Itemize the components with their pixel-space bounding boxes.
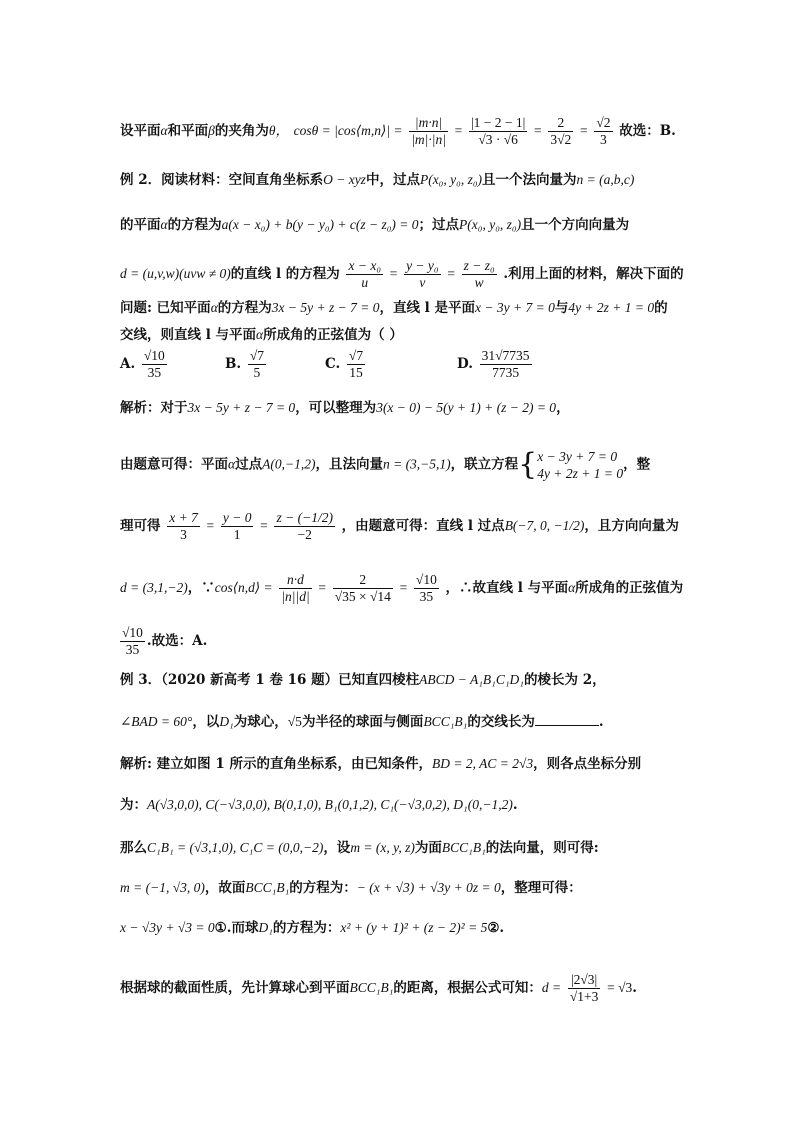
numerator: √7 — [249, 348, 264, 363]
text: ，可以整理为 — [295, 400, 377, 416]
numerator: z − z₀ — [463, 258, 495, 273]
numerator: √10 — [415, 572, 437, 587]
fraction — [409, 115, 448, 148]
answer-blank — [535, 713, 599, 726]
numerator: z − (−1/2) — [276, 510, 333, 525]
text: ，故面 — [204, 880, 246, 896]
answer-options — [120, 348, 620, 388]
denominator: 7735 — [492, 365, 520, 380]
denominator: 5 — [253, 365, 261, 380]
text: .利用上面的材料，解决下面的 — [503, 266, 684, 282]
text: 交线，则直线 l 与平面 — [120, 327, 257, 343]
text: 过点 — [235, 456, 263, 473]
numerator: x + 7 — [169, 510, 198, 525]
math: d = — [541, 980, 562, 995]
text: ，整 — [623, 456, 651, 473]
line-4 — [120, 258, 684, 291]
fraction — [469, 115, 527, 148]
line-5 — [120, 298, 668, 318]
option-label: D. — [457, 356, 473, 372]
numerator: |2√3| — [568, 972, 601, 989]
text: 的方程为： — [272, 920, 341, 936]
fraction — [167, 510, 200, 543]
text: 为球心， — [233, 714, 288, 730]
equals: = — [580, 123, 588, 138]
text: 例 2．阅读材料：空间直角坐标系 — [120, 172, 324, 188]
text: 的方程为： — [289, 880, 357, 896]
math: = √3 — [607, 980, 633, 995]
equals: = — [389, 266, 398, 281]
line-10 — [120, 510, 679, 543]
fraction — [142, 348, 167, 381]
option-label: A. — [120, 356, 136, 372]
text: 的法向量，则可得: — [485, 840, 599, 856]
equation: x − 3y + 7 = 0 — [537, 449, 618, 464]
denominator: 35 — [419, 589, 434, 604]
math: m = (x, y, z) — [350, 840, 415, 855]
fraction — [548, 115, 573, 148]
numerator: |m·n| — [409, 115, 448, 132]
math: cos⟨n,d⟩ = — [214, 580, 273, 595]
text: 设平面 — [120, 123, 161, 139]
text: 的直线 l 的方程为 — [230, 266, 340, 282]
math: θ， — [268, 123, 289, 138]
text: 所成角的正弦值为 — [575, 580, 684, 596]
line-18 — [120, 878, 582, 898]
text: ，∴故直线 l 与平面 — [445, 580, 569, 596]
numerator: 2 — [548, 115, 573, 132]
denominator: 3√2 — [550, 132, 572, 147]
text: 故选：B. — [619, 123, 676, 139]
text: 与 — [554, 300, 569, 316]
math: α — [568, 580, 576, 595]
text: 理可得 — [120, 518, 161, 534]
math: α — [256, 327, 264, 342]
denominator: 15 — [349, 365, 363, 380]
fraction — [480, 348, 532, 381]
line-12 — [120, 625, 207, 658]
numerator: y − y₀ — [406, 258, 439, 273]
text: ②. — [487, 920, 505, 936]
option-d — [457, 348, 534, 381]
fraction — [279, 572, 311, 605]
denominator: |m|·|n| — [411, 132, 446, 147]
fraction — [414, 572, 439, 605]
math: BCC₁B₁ — [245, 880, 290, 895]
text: 且一个方向向量为 — [521, 217, 630, 233]
fraction — [274, 510, 334, 543]
math: a(x − x₀) + b(y − y₀) + c(z − z₀) = 0 — [221, 217, 419, 232]
text: 问题: 已知平面 — [120, 300, 211, 316]
equals: = — [206, 518, 215, 533]
equals: = — [260, 518, 268, 533]
denominator: u — [361, 275, 369, 290]
denominator: √3 · √6 — [478, 132, 518, 147]
text: ， — [556, 400, 570, 416]
math: A(0,−1,2) — [262, 456, 316, 472]
line-15 — [120, 754, 641, 774]
math: B(−7, 0, −1/2) — [504, 518, 585, 533]
denominator: −2 — [297, 527, 312, 542]
fraction — [568, 972, 601, 1005]
text: . — [512, 797, 518, 813]
text: 的距离，根据公式可知： — [393, 980, 542, 996]
math: ABCD − A₁B₁C₁D₁ — [419, 672, 524, 687]
line-16 — [120, 795, 518, 815]
numerator: √10 — [143, 348, 165, 363]
denominator: |n||d| — [281, 589, 310, 604]
math: d = (3,1,−2) — [120, 580, 188, 595]
text: 的交线长为 — [467, 714, 535, 730]
denominator: v — [419, 275, 426, 290]
equals: = — [534, 123, 542, 138]
math: P(x₀, y₀, z₀) — [419, 172, 483, 187]
fraction — [333, 572, 393, 605]
math: √5 — [287, 714, 302, 729]
equation: 4y + 2z + 1 = 0 — [537, 466, 624, 481]
numerator: 2 — [333, 572, 393, 589]
math: 3x − 5y + z − 7 = 0 — [187, 400, 296, 415]
text: 的方程为 — [167, 217, 222, 233]
line-17 — [120, 838, 599, 858]
numerator: √2 — [596, 115, 611, 130]
denominator: 3 — [600, 132, 607, 147]
text: 的棱长为 2， — [524, 672, 606, 688]
fraction — [120, 625, 145, 658]
text: 为面 — [414, 840, 442, 856]
text: 和平面 — [167, 123, 209, 139]
math: α — [160, 217, 168, 232]
math: O − xyz — [323, 172, 366, 187]
denominator: √35 × √14 — [334, 589, 391, 604]
text: ，则各点坐标分别 — [533, 756, 642, 772]
text: 由题意可得：平面 — [120, 456, 228, 473]
math: x² + (y + 1)² + (z − 2)² = 5 — [340, 920, 488, 935]
equals: = — [318, 580, 326, 595]
numerator: |1 − 2 − 1| — [470, 115, 526, 130]
text: ，且方向向量为 — [584, 518, 679, 534]
math: D₁ — [258, 920, 273, 935]
math: 3(x − 0) − 5(y + 1) + (z − 2) = 0 — [376, 400, 557, 415]
line-2 — [120, 170, 634, 190]
text: 为半径的球面与侧面 — [301, 714, 424, 730]
equation-system — [537, 448, 623, 482]
denominator: √1+3 — [569, 989, 599, 1004]
text: 且一个法向量为 — [482, 172, 577, 188]
fraction — [404, 258, 441, 291]
text: 的平面 — [120, 217, 161, 233]
math: m = (−1, √3, 0) — [120, 880, 205, 895]
option-label: C. — [325, 356, 341, 372]
math: C₁B₁ = (√3,1,0), C₁C = (0,0,−2) — [147, 840, 324, 855]
text: 的方程为 — [217, 300, 272, 316]
math: cosθ = |cos⟨m,n⟩| = — [293, 123, 403, 138]
numerator: x − x₀ — [348, 258, 382, 273]
text: ①.而球 — [214, 920, 259, 936]
math: x − √3y + √3 = 0 — [120, 920, 215, 935]
text: 根据球的截面性质，先计算球心到平面 — [120, 980, 350, 996]
text: ，且法向量 — [315, 456, 383, 473]
line-8 — [120, 398, 570, 418]
numerator: n·d — [279, 572, 311, 589]
math: BCC₁B₁ — [441, 840, 486, 855]
numerator: 31√7735 — [481, 348, 530, 363]
line-14 — [120, 712, 604, 732]
math: D₁ — [219, 714, 234, 729]
option-label: B. — [225, 356, 242, 372]
math: BD = 2, AC = 2√3 — [431, 756, 534, 771]
equals: = — [454, 123, 463, 138]
math: BCC₁B₁ — [349, 980, 394, 995]
math: d = (u,v,w)(uvw ≠ 0) — [120, 266, 231, 281]
text: ，由题意可得：直线 l 过点 — [341, 518, 505, 534]
fraction — [594, 115, 612, 148]
line-11 — [120, 572, 683, 605]
math: ∠BAD = 60° — [120, 714, 193, 729]
equals: = — [399, 580, 408, 595]
fraction — [347, 348, 365, 381]
math: BCC₁B₁ — [423, 714, 468, 729]
text: 所成角的正弦值为（ ） — [263, 327, 403, 343]
math: n = (a,b,c) — [576, 172, 635, 187]
text: 那么 — [120, 840, 147, 856]
text: 中，过点 — [365, 172, 420, 188]
denominator: 1 — [233, 527, 241, 542]
text: ，以 — [192, 714, 220, 730]
numerator: √10 — [122, 625, 143, 640]
option-c — [325, 348, 367, 381]
text: ，联立方程 — [450, 456, 519, 473]
math: A(√3,0,0), C(−√3,0,0), B(0,1,0), B₁(0,1,2), C₁(−√3,0,2), D₁(0,−1,2) — [147, 797, 513, 812]
text: 的夹角为 — [214, 123, 269, 139]
text: ；过点 — [418, 217, 460, 233]
fraction — [221, 510, 254, 543]
line-6 — [120, 325, 403, 345]
line-19 — [120, 918, 504, 938]
option-b — [225, 348, 268, 381]
brace: { — [518, 447, 538, 482]
line-1 — [120, 115, 676, 148]
numerator: y − 0 — [222, 510, 252, 525]
line-13 — [120, 670, 606, 690]
line-9 — [120, 448, 650, 482]
math: x − 3y + 7 = 0 — [475, 300, 555, 315]
text: 解析: 建立如图 1 所示的直角坐标系，由已知条件， — [120, 756, 432, 772]
text: 例 3．（2020 新高考 1 卷 16 题）已知直四棱柱 — [120, 672, 420, 688]
math: P(x₀, y₀, z₀) — [459, 217, 522, 232]
option-a — [120, 348, 169, 381]
text: 为： — [120, 797, 147, 813]
math: α — [210, 300, 218, 315]
text: ，直线 l 是平面 — [379, 300, 475, 316]
fraction — [346, 258, 383, 291]
fraction — [248, 348, 266, 381]
fraction — [462, 258, 497, 291]
math: β — [208, 123, 215, 138]
text: 解析：对于 — [120, 400, 188, 416]
text: ，设 — [323, 840, 351, 856]
math: 4y + 2z + 1 = 0 — [568, 300, 655, 315]
text: ，∵ — [187, 580, 215, 596]
line-3 — [120, 215, 629, 235]
text: . — [598, 714, 604, 730]
text: .故选：A. — [146, 633, 208, 649]
math: n = (3,−5,1) — [382, 456, 451, 472]
math: α — [160, 123, 168, 138]
text: . — [632, 980, 637, 996]
numerator: √7 — [348, 348, 364, 363]
equals: = — [447, 266, 455, 281]
text: 的 — [654, 300, 668, 316]
math: 3x − 5y + z − 7 = 0 — [271, 300, 380, 315]
denominator: 3 — [180, 527, 187, 542]
denominator: 35 — [125, 642, 140, 657]
line-20 — [120, 972, 637, 1005]
denominator: w — [474, 275, 484, 290]
denominator: 35 — [147, 365, 162, 380]
math: − (x + √3) + √3y + 0z = 0 — [356, 880, 501, 895]
math: α — [228, 456, 236, 472]
text: ，整理可得： — [500, 880, 582, 896]
